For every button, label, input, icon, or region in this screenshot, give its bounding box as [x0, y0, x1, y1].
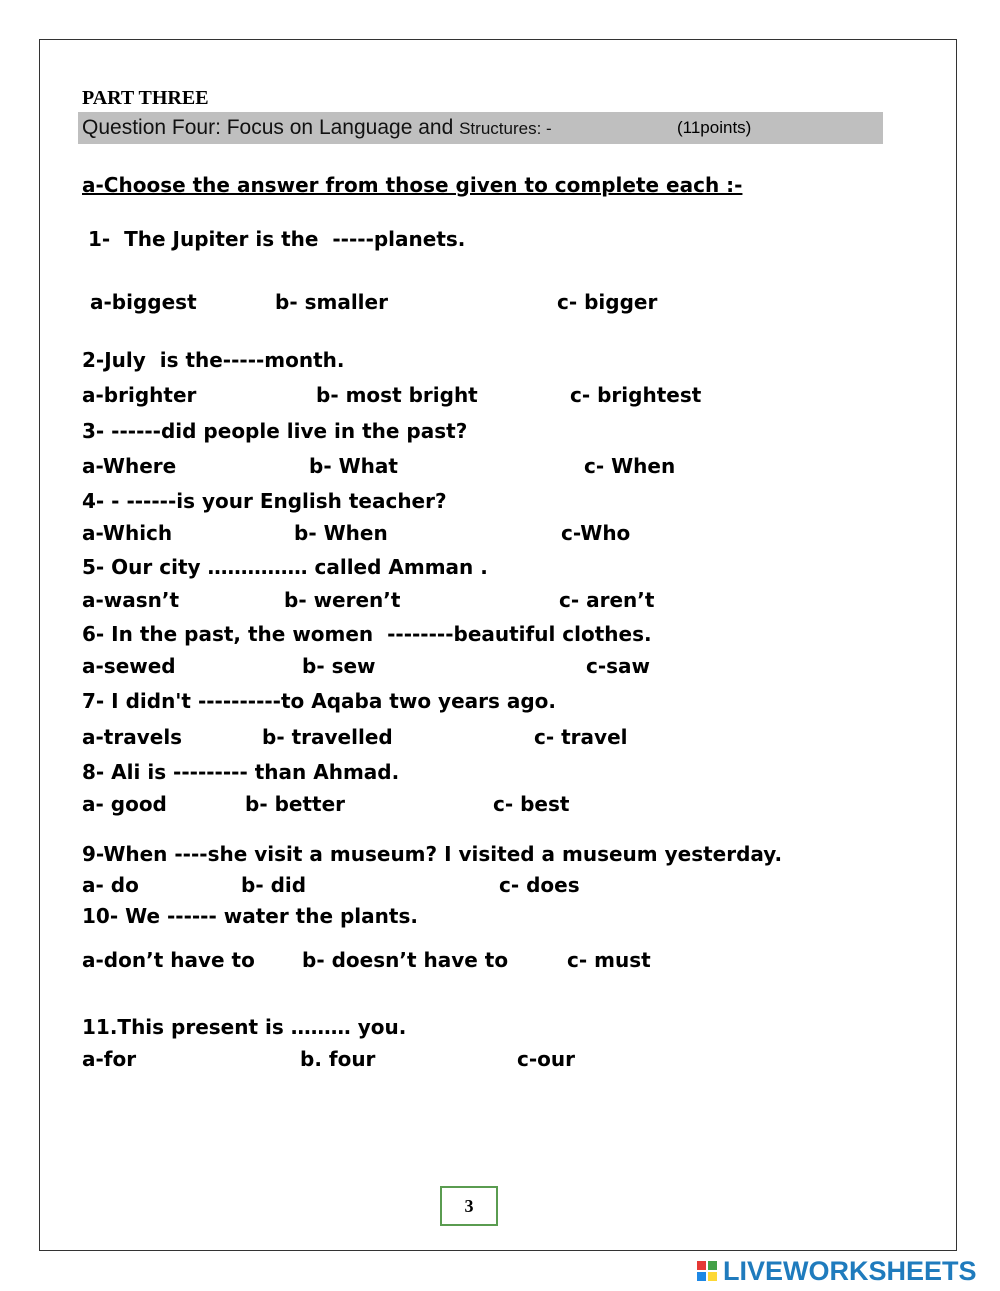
question-6-option-b[interactable]: b- sew [302, 654, 376, 678]
question-3-text: 3- ------did people live in the past? [82, 419, 468, 443]
question-2-option-a[interactable]: a-brighter [82, 383, 197, 407]
question-title-main: Question Four: Focus on Language and [82, 116, 460, 139]
question-7-option-b[interactable]: b- travelled [262, 725, 393, 749]
question-11-text: 11.This present is ……… you. [82, 1015, 407, 1039]
question-2-option-b[interactable]: b- most bright [316, 383, 478, 407]
question-3-option-c[interactable]: c- When [584, 454, 676, 478]
question-1-option-a[interactable]: a-biggest [90, 290, 197, 314]
page-number: 3 [440, 1186, 498, 1226]
liveworksheets-logo-icon [697, 1259, 719, 1283]
question-9-option-c[interactable]: c- does [499, 873, 580, 897]
question-2-text: 2-July is the-----month. [82, 348, 345, 372]
liveworksheets-logo-text: LIVEWORKSHEETS [723, 1255, 977, 1286]
question-6-text: 6- In the past, the women --------beautiful clothes. [82, 622, 652, 646]
question-7-text: 7- I didn't ----------to Aqaba two years ago. [82, 689, 557, 713]
question-9-text: 9-When ----she visit a museum? I visited a museum yesterday. [82, 842, 783, 866]
question-1-text: 1- The Jupiter is the -----planets. [88, 227, 466, 251]
question-4-option-a[interactable]: a-Which [82, 521, 173, 545]
question-4-option-b[interactable]: b- When [294, 521, 388, 545]
question-8-option-a[interactable]: a- good [82, 792, 167, 816]
question-8-text: 8- Ali is --------- than Ahmad. [82, 760, 400, 784]
question-5-option-c[interactable]: c- aren’t [559, 588, 655, 612]
question-5-text: 5- Our city …………… called Amman . [82, 555, 488, 579]
liveworksheets-logo[interactable] [697, 1256, 977, 1286]
question-10-option-a[interactable]: a-don’t have to [82, 948, 255, 972]
question-9-option-a[interactable]: a- do [82, 873, 139, 897]
question-3-option-b[interactable]: b- What [309, 454, 398, 478]
question-5-option-a[interactable]: a-wasn’t [82, 588, 180, 612]
part-title: PART THREE [82, 87, 209, 109]
question-10-text: 10- We ------ water the plants. [82, 904, 418, 928]
question-8-option-c[interactable]: c- best [493, 792, 570, 816]
question-4-text: 4- - ------is your English teacher? [82, 489, 447, 513]
question-1-option-b[interactable]: b- smaller [275, 290, 388, 314]
question-title [82, 116, 552, 140]
question-9-option-b[interactable]: b- did [241, 873, 307, 897]
question-10-option-b[interactable]: b- doesn’t have to [302, 948, 509, 972]
instruction: a-Choose the answer from those given to complete each :- [82, 173, 743, 197]
question-8-option-b[interactable]: b- better [245, 792, 346, 816]
question-2-option-c[interactable]: c- brightest [570, 383, 702, 407]
question-1-option-c[interactable]: c- bigger [557, 290, 658, 314]
question-11-option-a[interactable]: a-for [82, 1047, 137, 1071]
question-3-option-a[interactable]: a-Where [82, 454, 177, 478]
question-6-option-c[interactable]: c-saw [586, 654, 651, 678]
question-11-option-b[interactable]: b. four [300, 1047, 376, 1071]
question-7-option-c[interactable]: c- travel [534, 725, 628, 749]
question-title-structures: Structures: - [459, 119, 552, 138]
question-points: (11points) [677, 118, 752, 137]
question-4-option-c[interactable]: c-Who [561, 521, 631, 545]
question-10-option-c[interactable]: c- must [567, 948, 651, 972]
question-11-option-c[interactable]: c-our [517, 1047, 575, 1071]
question-7-option-a[interactable]: a-travels [82, 725, 183, 749]
question-6-option-a[interactable]: a-sewed [82, 654, 176, 678]
question-5-option-b[interactable]: b- weren’t [284, 588, 401, 612]
